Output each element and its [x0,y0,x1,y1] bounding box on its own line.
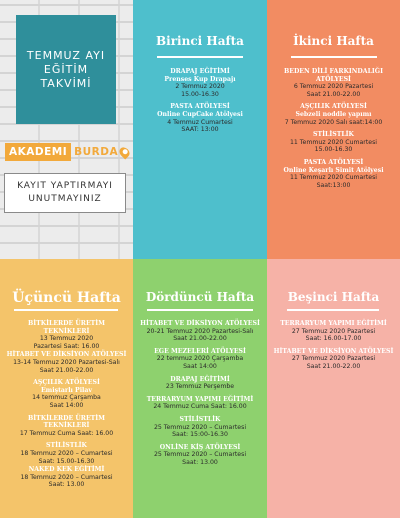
event-item [267,348,400,371]
event-subtitle: Sebzeli noddle yapımı [295,110,372,118]
event-name: STİLİSTLİK [179,415,221,423]
event-subtitle: Prenses Kup Drapajı [164,75,236,83]
week-events [267,320,400,376]
event-item [267,68,400,98]
event-detail: 6 Temmuz 2020 Pazartesi [293,83,374,91]
event-detail: 27 Temmuz 2020 Pazartesi [291,355,376,363]
header-panel [0,0,133,259]
event-detail: Saat:13:00 [316,181,351,189]
event-detail: Saat: 13.00 [48,481,85,489]
event-item [133,444,267,467]
week-events [133,320,267,472]
event-detail: 27 Temmuz 2020 Pazartesi [291,327,376,335]
event-name: AŞÇILIK ATÖLYESİ [33,379,100,387]
event-detail: 4 Temmuz Cumartesi [167,118,233,126]
event-detail: 25 Temmuz 2020 – Cumartesi [153,451,247,459]
week-panel-2 [267,0,400,259]
week-panel-5 [267,259,400,518]
event-item [133,396,267,411]
event-item [0,442,133,465]
event-name: BİTKİLERDE ÜRETİM [27,414,106,422]
event-name: EGE MEZELERİ ATÖLYESİ [154,347,246,355]
week-events [267,68,400,194]
event-detail: 15.00-16.30 [314,146,353,154]
event-subtitle: Online CupCake Atölyesi [157,110,243,118]
title-line: EĞİTİM [43,62,89,76]
event-item [0,466,133,489]
event-name: BİTKİLERDE ÜRETİM [27,320,106,327]
week-events [133,68,267,139]
event-detail: Saat 14:00 [49,401,84,409]
event-detail: Saat: 16.00-17.00 [305,335,362,343]
event-name: HİTABET VE DİKSİYON ATÖLYESİ [6,351,127,359]
week-title: İkinci Hafta [293,34,374,48]
event-item [267,103,400,126]
brand-logo [5,143,129,161]
event-item [267,159,400,189]
event-name: ONLİNE KİŞ ATÖLYESİ [159,443,241,451]
event-detail: SAAT: 13:00 [181,126,219,134]
event-item [133,320,267,343]
event-detail: 2 Temmuz 2020 [175,83,225,91]
event-name: NAKED KEK EĞİTİMİ [28,466,105,474]
event-detail: Saat 21.00-22.00 [173,335,227,343]
event-detail: 25 Temmuz 2020 – Cumartesi [153,423,247,431]
event-name: BEDEN DİLİ FARKINDALIĞI ATÖLYESİ [284,68,383,83]
brand-burda: BURDA [74,146,119,158]
event-item [0,351,133,374]
event-detail: 23 Temmuz Perşembe [165,383,235,391]
event-detail: Saat: 15:00-16.30 [172,431,228,439]
event-item [0,379,133,409]
event-detail: Saat 21.00-22.00 [39,366,94,374]
event-name: STİLİSTLİK [313,131,354,139]
week-panel-4 [133,259,267,518]
event-detail: 7 Temmuz 2020 Salı saat:14:00 [284,118,383,126]
event-item [0,320,133,350]
event-detail: Saat 21.00-22.00 [306,90,361,98]
event-item [133,416,267,439]
event-item [133,348,267,371]
title-divider [157,56,243,58]
event-name: AŞÇILIK ATÖLYESİ [300,103,367,111]
week-events [0,320,133,494]
week-title: Üçüncü Hafta [12,290,121,306]
title-divider [287,309,379,311]
brand-akademi: AKADEMI [5,143,71,161]
event-detail: Saat: 13.00 [182,458,218,466]
event-detail: 22 temmuz 2020 Çarşamba [156,355,244,363]
event-detail: 18 Temmuz 2020 – Cumartesi [20,449,113,457]
register-reminder [4,173,126,213]
event-name: PASTA ATÖLYESİ [170,103,230,111]
title-divider [291,56,377,58]
event-detail: Saat 14:00 [183,362,217,370]
slogan-line: UNUTMAYINIZ [28,194,102,204]
event-detail: 13 Temmuz 2020 [39,335,94,343]
event-detail: Saat: 15.00-16.30 [38,457,95,465]
event-detail: 20-21 Temmuz 2020 Pazartesi-Salı [146,327,254,335]
event-name: DRAPAJ EĞİTİMİ [170,375,230,383]
title-divider [147,309,253,311]
event-detail: 11 Temmuz 2020 Cumartesi [289,174,378,182]
event-item [0,415,133,438]
event-detail: 17 Temmuz Cuma Saat: 16.00 [19,429,114,437]
event-name: TERRARYUM YAPIMI EĞİTİMİ [146,395,254,403]
event-subtitle: TEKNİKLERİ [43,327,90,335]
event-name: STİLİSTLİK [46,442,87,450]
event-detail: 24 Temmuz Cuma Saat: 16.00 [153,403,247,411]
title-divider [14,309,118,311]
event-detail: 13-14 Temmuz 2020 Pazartesi-Salı [13,358,120,366]
event-detail: Pazartesi Saat: 16.00 [33,342,100,350]
event-name: HİTABET VE DİKSİYON ATÖLYESİ [273,347,394,355]
title-line: TEMMUZ AYI [26,48,106,62]
event-item [267,320,400,343]
event-detail: 15.00-16.30 [181,90,219,98]
week-title: Birinci Hafta [156,34,244,48]
event-name: PASTA ATÖLYESİ [303,158,364,166]
week-title: Beşinci Hafta [287,290,380,304]
event-name: TERRARYUM YAPIMI EĞİTİMİ [280,320,387,327]
event-name: HİTABET VE DİKSİYON ATÖLYESİ [140,320,260,327]
event-detail: 11 Temmuz 2020 Cumartesi [289,138,378,146]
event-item [133,376,267,391]
slogan-line: KAYIT YAPTIRMAYI [17,181,113,191]
event-item [267,131,400,154]
location-pin-icon [118,145,132,159]
week-panel-1 [133,0,267,259]
calendar-title-box [16,15,116,124]
event-detail: 18 Temmuz 2020 – Cumartesi [20,473,113,481]
event-item [133,68,267,98]
title-line: TAKVİMİ [40,76,92,90]
week-panel-3 [0,259,133,518]
event-name: DRAPAJ EĞİTİMİ [170,68,230,75]
event-detail: Saat 21.00-22.00 [306,362,361,370]
event-detail: 14 temmuz Çarşamba [32,394,101,402]
event-subtitle: TEKNİKLERİ [43,422,90,430]
event-subtitle: Online Keşarlı Simit Atölyesi [283,166,384,174]
event-subtitle: Emiştarlı Pilav [40,386,93,394]
event-item [133,103,267,133]
week-title: Dördüncü Hafta [145,290,255,304]
